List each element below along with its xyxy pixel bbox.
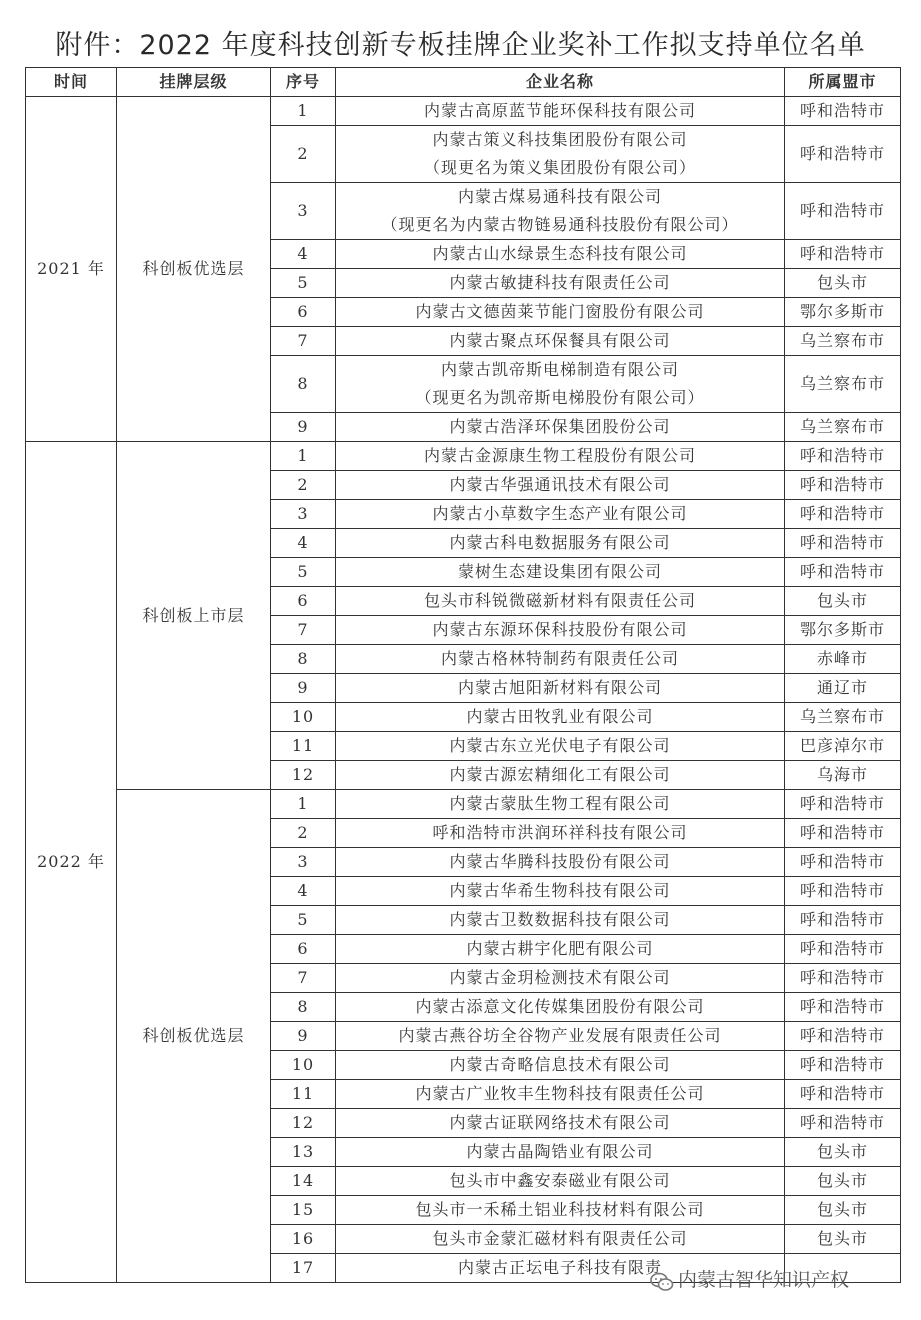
company-name-line: 内蒙古凯帝斯电梯制造有限公司 — [440, 360, 679, 379]
company-name-line: 内蒙古华强通讯技术有限公司 — [449, 475, 671, 494]
row-number: 16 — [271, 1225, 336, 1254]
company-name — [336, 442, 785, 471]
company-name — [336, 1167, 785, 1196]
company-name-line: 内蒙古晶陶锆业有限公司 — [466, 1142, 654, 1161]
city-cell: 呼和浩特市 — [785, 906, 901, 935]
city-cell: 呼和浩特市 — [785, 935, 901, 964]
company-name-line: （现更名为策义集团股份有限公司） — [423, 158, 696, 177]
company-name-line: 内蒙古华腾科技股份有限公司 — [449, 852, 671, 871]
row-number: 12 — [271, 761, 336, 790]
table-row — [26, 442, 901, 471]
company-name — [336, 356, 785, 413]
company-name-line: 内蒙古聚点环保餐具有限公司 — [449, 331, 671, 350]
company-name — [336, 790, 785, 819]
wechat-icon — [650, 1271, 674, 1291]
city-cell: 包头市 — [785, 587, 901, 616]
row-number: 4 — [271, 240, 336, 269]
company-name-line: 内蒙古山水绿景生态科技有限公司 — [432, 244, 688, 263]
city-cell: 呼和浩特市 — [785, 964, 901, 993]
city-cell: 呼和浩特市 — [785, 877, 901, 906]
row-number: 9 — [271, 674, 336, 703]
city-cell: 呼和浩特市 — [785, 529, 901, 558]
city-cell: 乌兰察布市 — [785, 327, 901, 356]
company-name — [336, 1051, 785, 1080]
table-body — [26, 97, 901, 1283]
row-number: 7 — [271, 964, 336, 993]
company-name — [336, 877, 785, 906]
header-time: 时间 — [26, 68, 117, 97]
row-number: 1 — [271, 790, 336, 819]
city-cell: 呼和浩特市 — [785, 1022, 901, 1051]
company-name-line: 内蒙古小草数字生态产业有限公司 — [432, 504, 688, 523]
row-number: 1 — [271, 442, 336, 471]
company-name-line: 包头市科锐微磁新材料有限责任公司 — [423, 591, 696, 610]
year-cell: 2022 年 — [26, 442, 117, 1283]
row-number: 6 — [271, 298, 336, 327]
company-name-line: 内蒙古燕谷坊全谷物产业发展有限责任公司 — [398, 1026, 722, 1045]
city-cell: 乌兰察布市 — [785, 356, 901, 413]
company-name-line: 内蒙古科电数据服务有限公司 — [449, 533, 671, 552]
company-name-line: 内蒙古东立光伏电子有限公司 — [449, 736, 671, 755]
company-name — [336, 964, 785, 993]
company-name — [336, 1225, 785, 1254]
company-name-line: 内蒙古格林特制药有限责任公司 — [440, 649, 679, 668]
tier-cell: 科创板优选层 — [117, 97, 271, 442]
company-name — [336, 529, 785, 558]
row-number: 7 — [271, 616, 336, 645]
row-number: 2 — [271, 819, 336, 848]
row-number: 9 — [271, 413, 336, 442]
company-name-line: 包头市一禾稀土铝业科技材料有限公司 — [415, 1200, 705, 1219]
company-name-line: 内蒙古煤易通科技有限公司 — [457, 187, 662, 206]
watermark — [650, 1265, 849, 1295]
city-cell: 呼和浩特市 — [785, 558, 901, 587]
company-name — [336, 761, 785, 790]
row-number: 11 — [271, 1080, 336, 1109]
company-name — [336, 703, 785, 732]
company-name-line: （现更名为凯帝斯电梯股份有限公司） — [415, 388, 705, 407]
company-name-line: 内蒙古耕宇化肥有限公司 — [466, 939, 654, 958]
table-row — [26, 97, 901, 126]
page-title: 附件：2022 年度科技创新专板挂牌企业奖补工作拟支持单位名单 — [55, 30, 866, 61]
row-number: 7 — [271, 327, 336, 356]
company-name-line: 呼和浩特市洪润环祥科技有限公司 — [432, 823, 688, 842]
city-cell: 巴彦淖尔市 — [785, 732, 901, 761]
row-number: 8 — [271, 356, 336, 413]
company-name-line: 内蒙古源宏精细化工有限公司 — [449, 765, 671, 784]
company-name-line: 内蒙古金源康生物工程股份有限公司 — [423, 446, 696, 465]
company-name-line: 内蒙古正坛电子科技有限责 — [457, 1258, 662, 1277]
company-name — [336, 327, 785, 356]
city-cell: 呼和浩特市 — [785, 819, 901, 848]
row-number: 2 — [271, 126, 336, 183]
company-name — [336, 183, 785, 240]
tier-cell: 科创板上市层 — [117, 442, 271, 790]
city-cell: 乌兰察布市 — [785, 703, 901, 732]
company-name — [336, 471, 785, 500]
row-number: 6 — [271, 935, 336, 964]
company-table — [25, 67, 901, 1283]
row-number: 8 — [271, 993, 336, 1022]
row-number: 5 — [271, 558, 336, 587]
company-name — [336, 645, 785, 674]
company-name — [336, 819, 785, 848]
header-no: 序号 — [271, 68, 336, 97]
table-header-row — [26, 68, 901, 97]
city-cell: 包头市 — [785, 1196, 901, 1225]
company-name — [336, 848, 785, 877]
company-name — [336, 1138, 785, 1167]
row-number: 5 — [271, 906, 336, 935]
city-cell: 呼和浩特市 — [785, 183, 901, 240]
city-cell: 呼和浩特市 — [785, 848, 901, 877]
company-name-line: 内蒙古敏捷科技有限责任公司 — [449, 273, 671, 292]
company-name-line: 内蒙古奇略信息技术有限公司 — [449, 1055, 671, 1074]
row-number: 10 — [271, 703, 336, 732]
table-row — [26, 790, 901, 819]
company-name — [336, 616, 785, 645]
company-name-line: 内蒙古卫数数据科技有限公司 — [449, 910, 671, 929]
city-cell: 包头市 — [785, 1225, 901, 1254]
company-name-line: 内蒙古添意文化传媒集团股份有限公司 — [415, 997, 705, 1016]
city-cell: 呼和浩特市 — [785, 790, 901, 819]
city-cell: 赤峰市 — [785, 645, 901, 674]
company-name — [336, 126, 785, 183]
company-name — [336, 240, 785, 269]
city-cell: 包头市 — [785, 1138, 901, 1167]
watermark-text: 内蒙古智华知识产权 — [678, 1269, 850, 1291]
city-cell: 呼和浩特市 — [785, 240, 901, 269]
header-tier: 挂牌层级 — [117, 68, 271, 97]
row-number: 3 — [271, 183, 336, 240]
city-cell: 呼和浩特市 — [785, 500, 901, 529]
row-number: 4 — [271, 529, 336, 558]
row-number: 3 — [271, 848, 336, 877]
company-name-line: （现更名为内蒙古物链易通科技股份有限公司） — [381, 215, 739, 234]
row-number: 9 — [271, 1022, 336, 1051]
company-name-line: 内蒙古广业牧丰生物科技有限责任公司 — [415, 1084, 705, 1103]
company-name-line: 蒙树生态建设集团有限公司 — [457, 562, 662, 581]
row-number: 12 — [271, 1109, 336, 1138]
tier-cell: 科创板优选层 — [117, 790, 271, 1283]
company-name-line: 内蒙古华希生物科技有限公司 — [449, 881, 671, 900]
company-name — [336, 674, 785, 703]
city-cell: 呼和浩特市 — [785, 471, 901, 500]
city-cell: 呼和浩特市 — [785, 97, 901, 126]
city-cell: 呼和浩特市 — [785, 1051, 901, 1080]
company-name — [336, 269, 785, 298]
company-name — [336, 500, 785, 529]
company-name-line: 内蒙古金玥检测技术有限公司 — [449, 968, 671, 987]
row-number: 15 — [271, 1196, 336, 1225]
row-number: 3 — [271, 500, 336, 529]
city-cell: 呼和浩特市 — [785, 1109, 901, 1138]
city-cell: 乌海市 — [785, 761, 901, 790]
company-name-line: 内蒙古田牧乳业有限公司 — [466, 707, 654, 726]
company-name-line: 内蒙古蒙肽生物工程有限公司 — [449, 794, 671, 813]
header-city: 所属盟市 — [785, 68, 901, 97]
city-cell: 呼和浩特市 — [785, 126, 901, 183]
city-cell: 包头市 — [785, 269, 901, 298]
year-cell: 2021 年 — [26, 97, 117, 442]
company-name-line: 内蒙古文德茵莱节能门窗股份有限公司 — [415, 302, 705, 321]
company-name — [336, 97, 785, 126]
row-number: 11 — [271, 732, 336, 761]
company-name-line: 内蒙古高原蓝节能环保科技有限公司 — [423, 101, 696, 120]
city-cell: 呼和浩特市 — [785, 1080, 901, 1109]
header-company: 企业名称 — [336, 68, 785, 97]
row-number: 17 — [271, 1254, 336, 1283]
company-name-line: 内蒙古证联网络技术有限公司 — [449, 1113, 671, 1132]
city-cell: 乌兰察布市 — [785, 413, 901, 442]
company-name — [336, 732, 785, 761]
company-name-line: 内蒙古旭阳新材料有限公司 — [457, 678, 662, 697]
row-number: 13 — [271, 1138, 336, 1167]
city-cell: 鄂尔多斯市 — [785, 298, 901, 327]
company-name — [336, 935, 785, 964]
city-cell: 通辽市 — [785, 674, 901, 703]
company-name — [336, 993, 785, 1022]
city-cell: 呼和浩特市 — [785, 993, 901, 1022]
row-number: 4 — [271, 877, 336, 906]
company-name — [336, 1022, 785, 1051]
company-name-line: 内蒙古浩泽环保集团股份公司 — [449, 417, 671, 436]
company-name — [336, 587, 785, 616]
company-name — [336, 906, 785, 935]
row-number: 2 — [271, 471, 336, 500]
row-number: 1 — [271, 97, 336, 126]
city-cell: 包头市 — [785, 1167, 901, 1196]
company-name — [336, 1080, 785, 1109]
company-name — [336, 298, 785, 327]
company-name-line: 内蒙古策义科技集团股份有限公司 — [432, 130, 688, 149]
row-number: 14 — [271, 1167, 336, 1196]
company-name-line: 内蒙古东源环保科技股份有限公司 — [432, 620, 688, 639]
company-name — [336, 1109, 785, 1138]
row-number: 6 — [271, 587, 336, 616]
company-name — [336, 558, 785, 587]
row-number: 5 — [271, 269, 336, 298]
city-cell: 鄂尔多斯市 — [785, 616, 901, 645]
company-name — [336, 413, 785, 442]
city-cell: 呼和浩特市 — [785, 442, 901, 471]
company-name — [336, 1196, 785, 1225]
company-name-line: 包头市中鑫安泰磁业有限公司 — [449, 1171, 671, 1190]
company-name-line: 包头市金蒙汇磁材料有限责任公司 — [432, 1229, 688, 1248]
row-number: 8 — [271, 645, 336, 674]
row-number: 10 — [271, 1051, 336, 1080]
